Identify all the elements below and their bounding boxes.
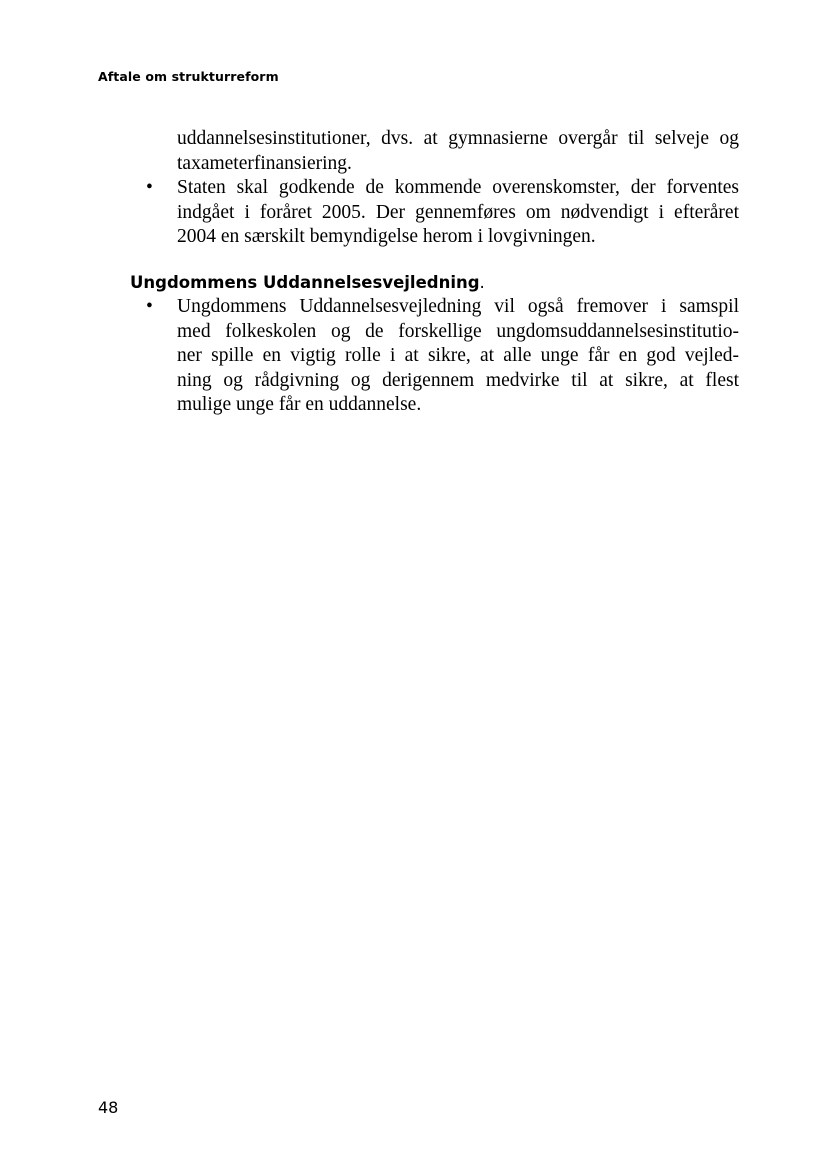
text-line: ning og rådgivning og derigennem medvirke til at sikre, at flest xyxy=(177,369,739,391)
text-line: 2004 en særskilt bemyndigelse herom i lovgivningen. xyxy=(177,226,596,247)
section-heading-title: Ungdommens Uddannelsesvejledning xyxy=(130,273,480,292)
text-line: uddannelsesinstitutioner, dvs. at gymnasierne overgår til selveje og xyxy=(177,128,739,149)
bullet-icon: • xyxy=(146,296,153,317)
bullet-item xyxy=(146,176,739,250)
text-line: Ungdommens Uddannelsesvejledning vil også fremover i samspil xyxy=(177,296,739,317)
section-heading-punct: . xyxy=(479,273,485,292)
text-line: indgået i foråret 2005. Der gennemføres om nødvendigt i efteråret xyxy=(177,201,739,223)
text-line: Staten skal godkende de kommende overenskomster, der forventes xyxy=(177,177,739,198)
text-line: mulige unge får en uddannelse. xyxy=(177,394,422,415)
page-number: 48 xyxy=(98,1098,119,1117)
text-line: ner spille en vigtig rolle i at sikre, at alle unge får en god vejled- xyxy=(177,345,739,366)
continued-paragraph xyxy=(177,127,739,176)
bullet-item xyxy=(146,295,739,418)
section-heading xyxy=(130,271,485,295)
running-header: Aftale om strukturreform xyxy=(98,69,279,84)
text-line: taxameterfinansiering. xyxy=(177,152,352,174)
text-line: med folkeskolen og de forskellige ungdomsuddannelsesinstitutio- xyxy=(177,320,739,342)
bullet-icon: • xyxy=(146,177,153,198)
